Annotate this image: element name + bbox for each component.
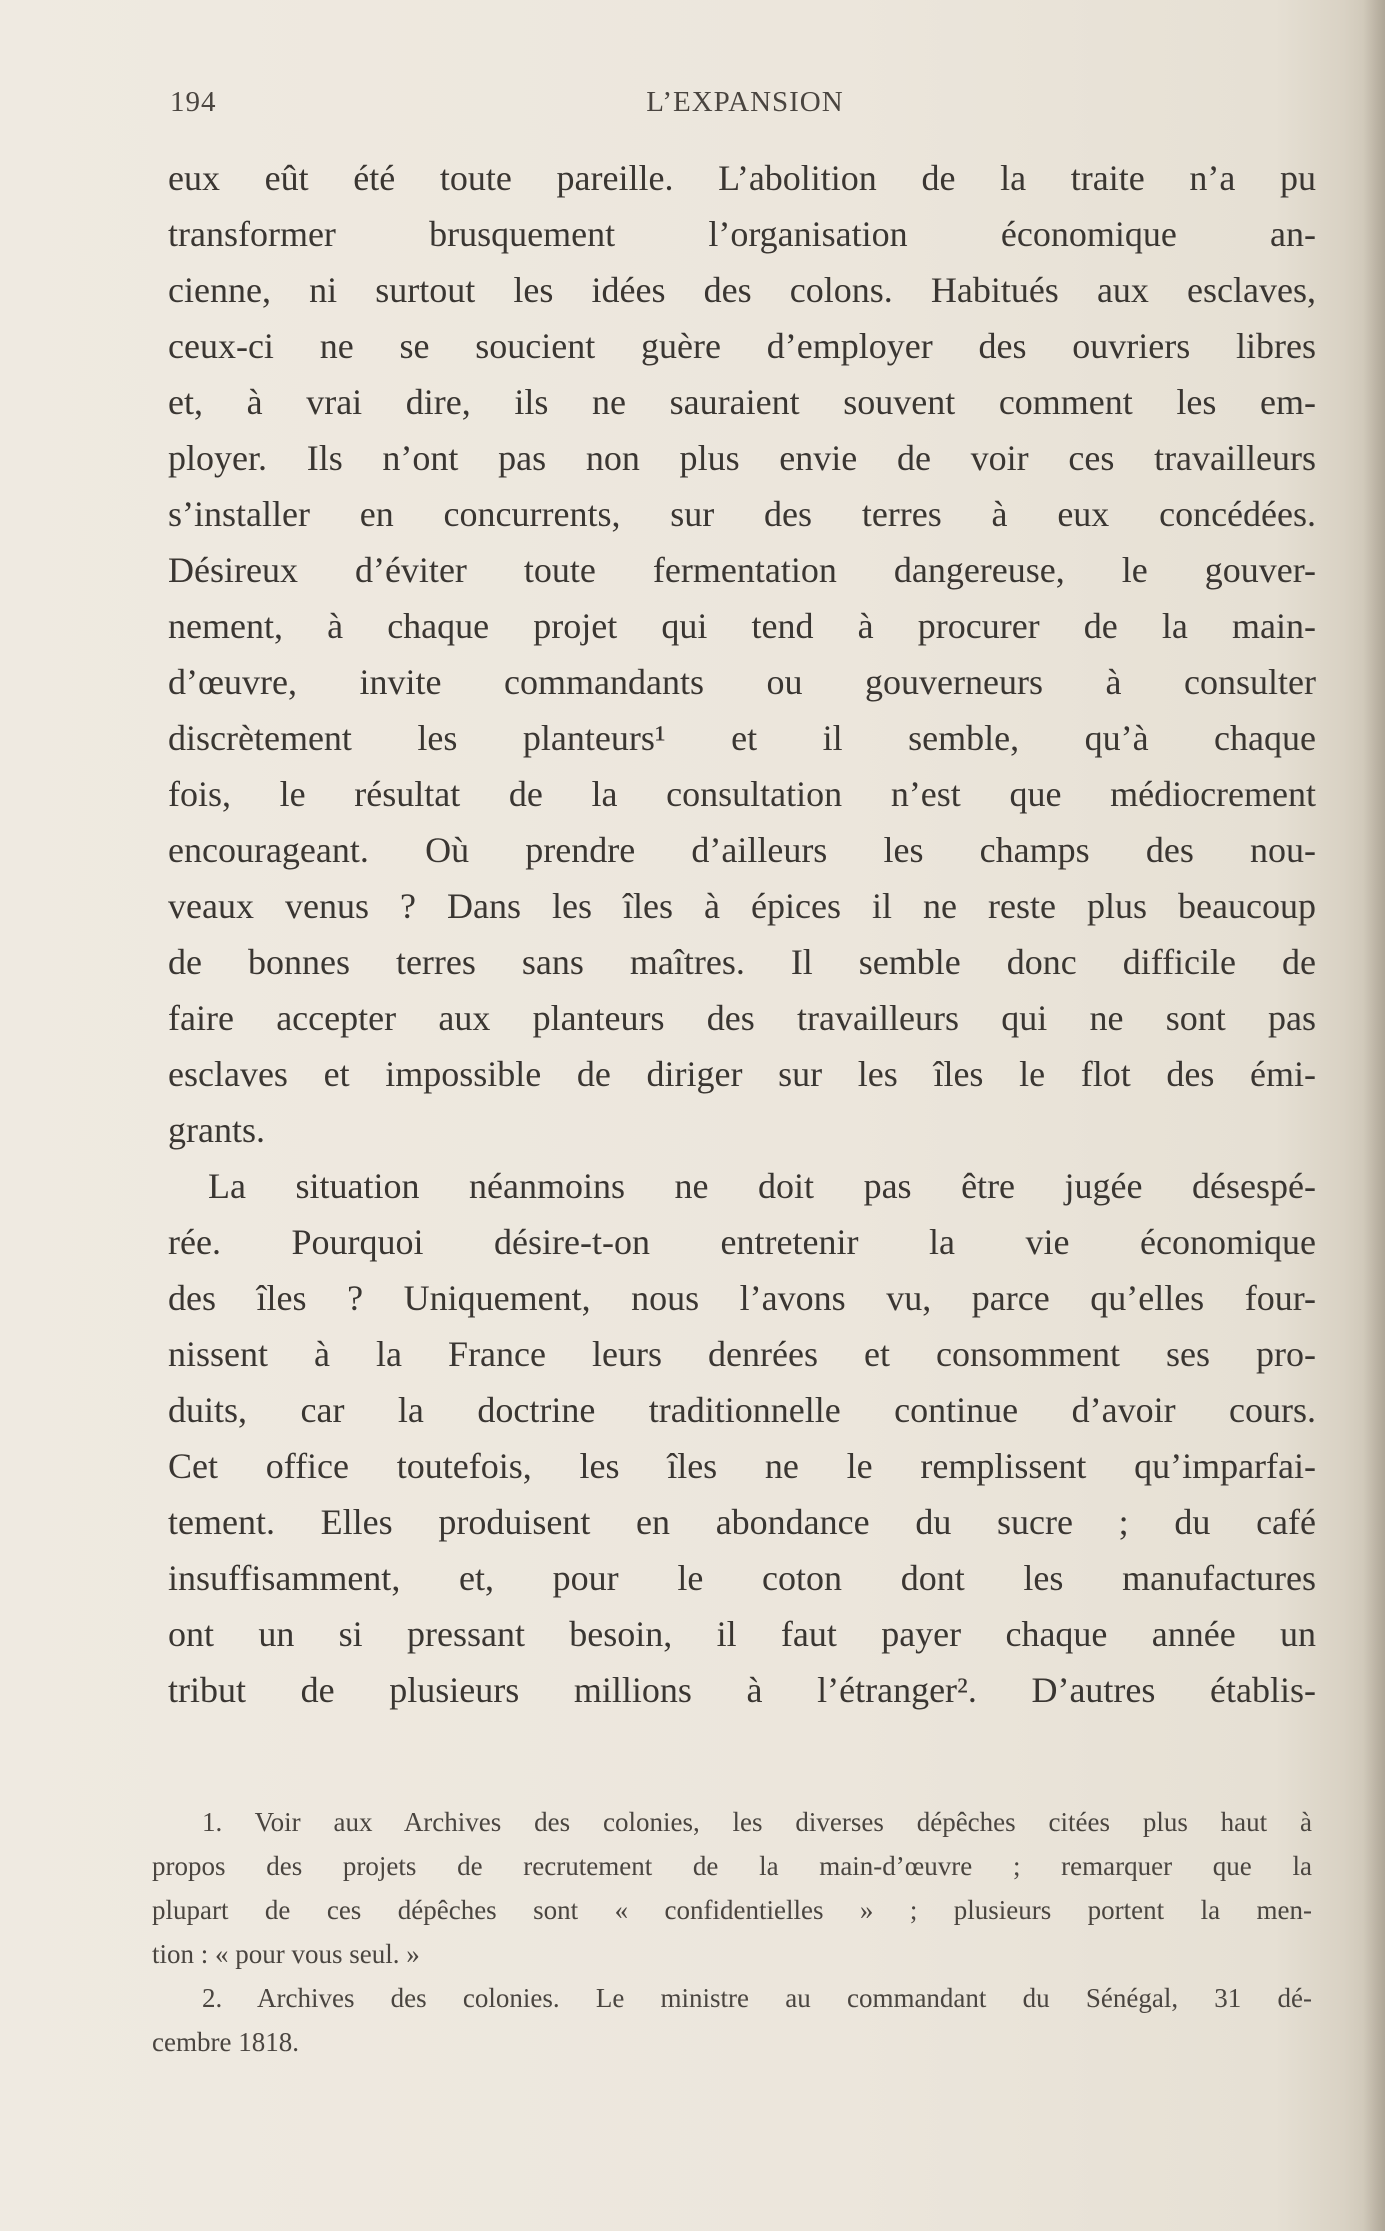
text-line: nissent à la France leurs denrées et consomment ses pro- — [168, 1334, 1316, 1374]
text-line: grants. — [168, 1110, 265, 1150]
text-line: transformer brusquement l’organisation économique an- — [168, 214, 1316, 254]
text-line: duits, car la doctrine traditionnelle continue d’avoir cours. — [168, 1390, 1316, 1430]
page-edge-shadow — [1363, 0, 1385, 2231]
text-line: faire accepter aux planteurs des travailleurs qui ne sont pas — [168, 998, 1316, 1038]
text-line: Désireux d’éviter toute fermentation dangereuse, le gouver- — [168, 550, 1316, 590]
footnote-1 — [152, 1800, 1312, 1976]
footnote-line: 1. Voir aux Archives des colonies, les diverses dépêches citées plus haut à — [202, 1807, 1312, 1837]
text-line: s’installer en concurrents, sur des terres à eux concédées. — [168, 494, 1316, 534]
text-line: d’œuvre, invite commandants ou gouverneurs à consulter — [168, 662, 1316, 702]
footnote-line: propos des projets de recrutement de la main-d’œuvre ; remarquer que la — [152, 1851, 1312, 1881]
body-text — [168, 150, 1316, 1718]
paragraph-1 — [168, 150, 1316, 1158]
text-line: insuffisamment, et, pour le coton dont les manufactures — [168, 1558, 1316, 1598]
text-line: La situation néanmoins ne doit pas être jugée désespé- — [208, 1166, 1316, 1206]
text-line: ceux-ci ne se soucient guère d’employer des ouvriers libres — [168, 326, 1316, 366]
text-line: tement. Elles produisent en abondance du sucre ; du café — [168, 1502, 1316, 1542]
text-line: eux eût été toute pareille. L’abolition de la traite n’a pu — [168, 158, 1316, 198]
footnote-line: tion : « pour vous seul. » — [152, 1939, 420, 1969]
text-line: de bonnes terres sans maîtres. Il semble donc difficile de — [168, 942, 1316, 982]
footnote-line: cembre 1818. — [152, 2027, 299, 2057]
text-line: ont un si pressant besoin, il faut payer chaque année un — [168, 1614, 1316, 1654]
text-line: et, à vrai dire, ils ne sauraient souvent comment les em- — [168, 382, 1316, 422]
text-line: nement, à chaque projet qui tend à procurer de la main- — [168, 606, 1316, 646]
footnote-line: plupart de ces dépêches sont « confidentielles » ; plusieurs portent la men- — [152, 1895, 1312, 1925]
text-line: encourageant. Où prendre d’ailleurs les champs des nou- — [168, 830, 1316, 870]
text-line: fois, le résultat de la consultation n’est que médiocrement — [168, 774, 1316, 814]
text-line: discrètement les planteurs¹ et il semble, qu’à chaque — [168, 718, 1316, 758]
running-title: L’EXPANSION — [646, 86, 844, 118]
text-line: esclaves et impossible de diriger sur les îles le flot des émi- — [168, 1054, 1316, 1094]
text-line: tribut de plusieurs millions à l’étranger². D’autres établis- — [168, 1670, 1316, 1710]
footnote-line: 2. Archives des colonies. Le ministre au commandant du Sénégal, 31 dé- — [202, 1983, 1312, 2013]
text-line: veaux venus ? Dans les îles à épices il ne reste plus beaucoup — [168, 886, 1316, 926]
text-line: cienne, ni surtout les idées des colons. Habitués aux esclaves, — [168, 270, 1316, 310]
page-header — [170, 86, 1320, 126]
text-line: des îles ? Uniquement, nous l’avons vu, parce qu’elles four- — [168, 1278, 1316, 1318]
text-line: rée. Pourquoi désire-t-on entretenir la vie économique — [168, 1222, 1316, 1262]
text-line: Cet office toutefois, les îles ne le remplissent qu’imparfai- — [168, 1446, 1316, 1486]
text-line: ployer. Ils n’ont pas non plus envie de voir ces travailleurs — [168, 438, 1316, 478]
paragraph-2 — [168, 1158, 1316, 1718]
footnotes — [152, 1800, 1312, 2064]
footnote-2 — [152, 1976, 1312, 2064]
page-number: 194 — [170, 86, 217, 118]
